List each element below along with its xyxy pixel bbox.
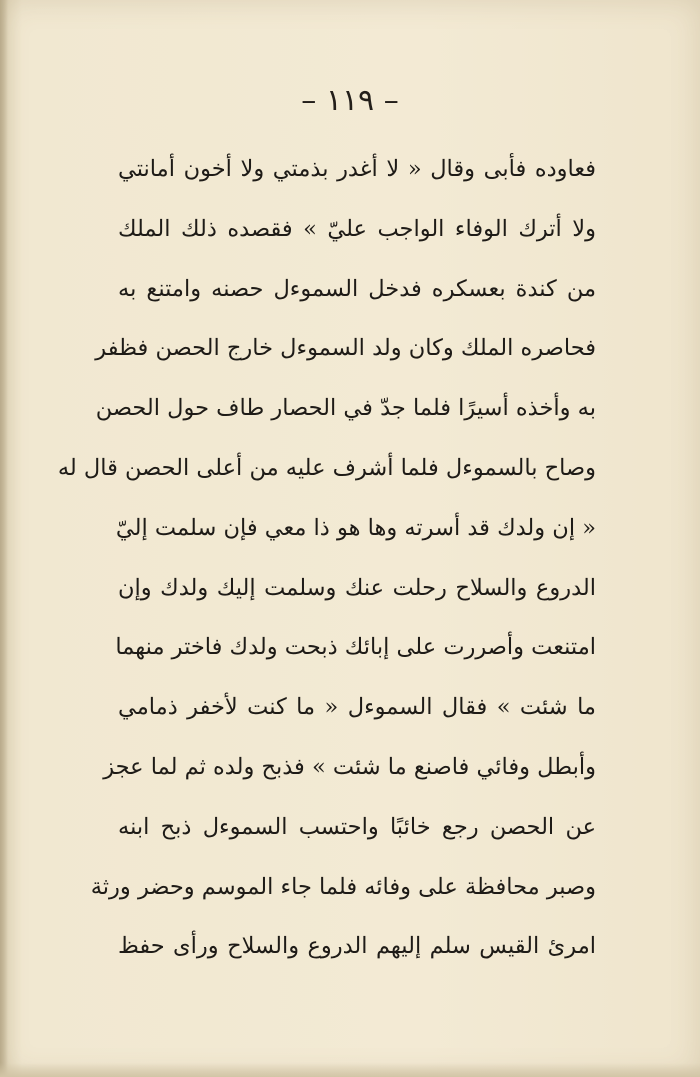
text-line-8: الدروع والسلاح رحلت عنك وسلمت إليك ولدك وإن — [118, 574, 596, 601]
arabic-text-block — [57, 140, 596, 977]
page-number: – ١١٩ – — [301, 83, 399, 118]
text-line-4: فحاصره الملك وكان ولد السموءل خارج الحصن فظفر — [95, 335, 596, 362]
text-line-5: به وأخذه أسيرًا فلما جدّ في الحصار طاف حول الحصن — [95, 395, 596, 422]
text-line-14: امرئ القيس سلم إليهم الدروع والسلاح ورأى حفظ — [118, 933, 596, 960]
text-line-9: امتنعت وأصررت على إبائك ذبحت ولدك فاختر منهما — [115, 634, 596, 661]
text-line-1: فعاوده فأبى وقال « لا أغدر بذمتي ولا أخون أمانتي — [118, 156, 596, 182]
text-line-7: « إن ولدك قد أسرته وها هو ذا معي فإن سلمت إليّ — [115, 514, 596, 541]
text-line-2: ولا أترك الوفاء الواجب عليّ » فقصده ذلك الملك — [118, 215, 596, 242]
text-line-10: ما شئت » فقال السموءل « ما كنت لأخفر ذمامي — [118, 694, 596, 721]
text-line-6: وصاح بالسموءل فلما أشرف عليه من أعلى الحصن قال له — [57, 454, 596, 481]
text-line-13: وصبر محافظة على وفائه فلما جاء الموسم وحضر ورثة — [90, 873, 596, 900]
text-line-11: وأبطل وفائي فاصنع ما شئت » فذبح ولده ثم لما عجز — [103, 753, 596, 780]
text-line-12: عن الحصن رجع خائبًا واحتسب السموءل ذبح ابنه — [118, 813, 596, 840]
text-line-3: من كندة بعسكره فدخل السموءل حصنه وامتنع به — [118, 275, 596, 302]
page-bottom-shadow — [0, 1063, 700, 1077]
page-binding-shadow — [0, 0, 8, 1077]
